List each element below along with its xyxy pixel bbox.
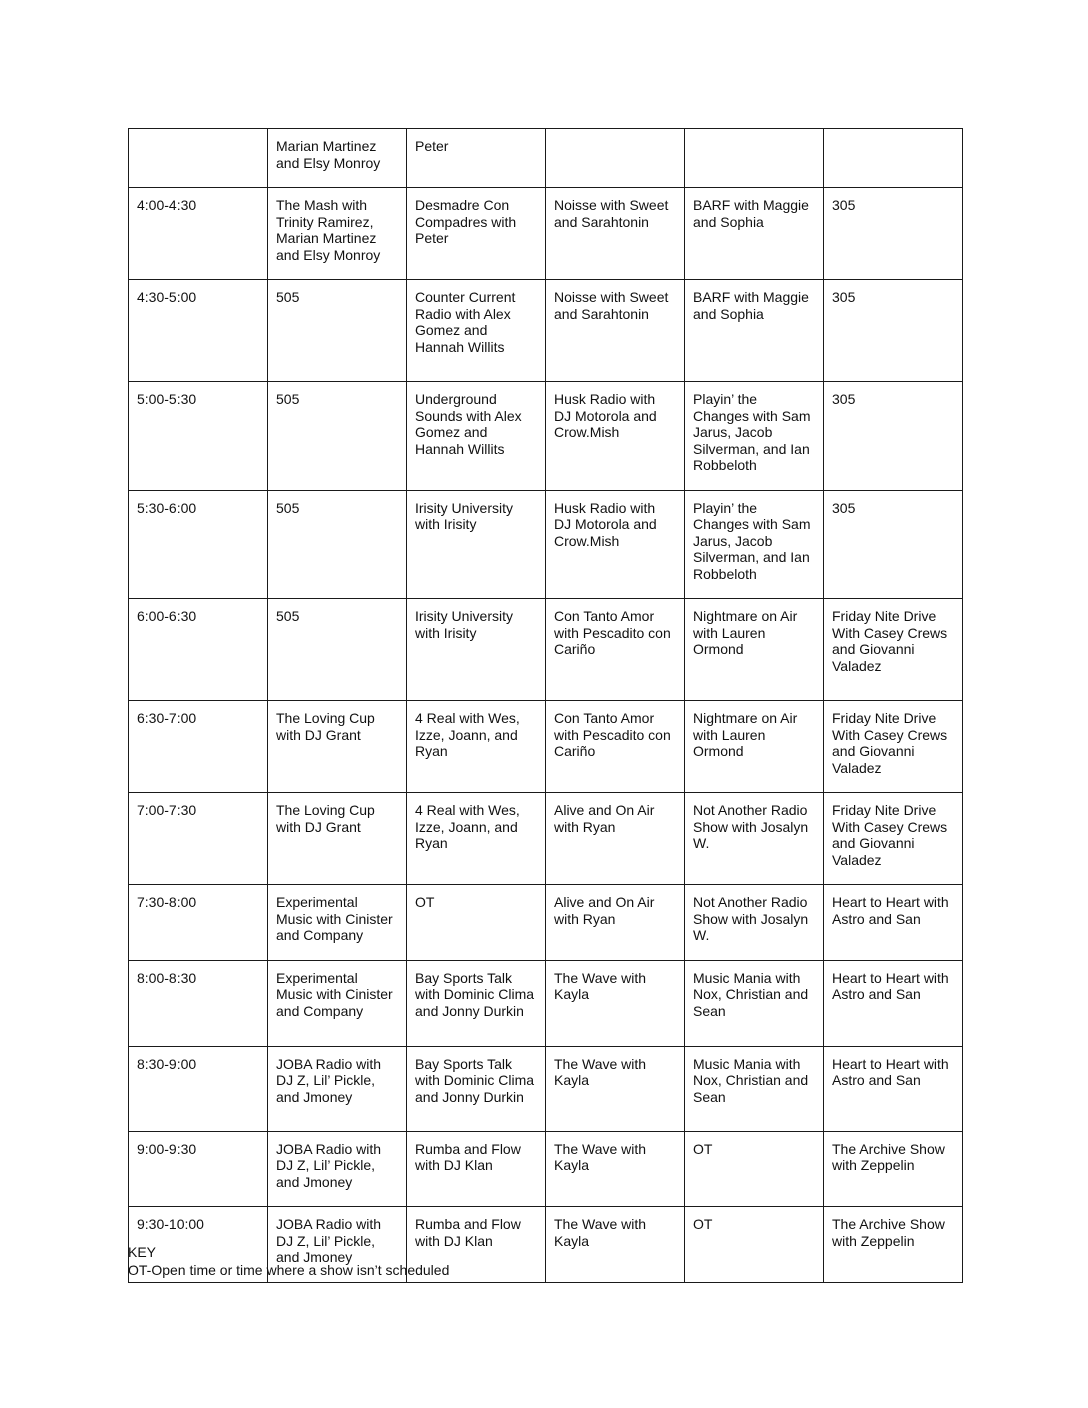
show-cell: Peter: [407, 129, 546, 188]
show-cell: 505: [268, 382, 407, 491]
show-cell: 305: [824, 188, 963, 280]
time-slot-cell: 9:00-9:30: [129, 1131, 268, 1207]
schedule-row: [129, 885, 963, 961]
schedule-row: [129, 599, 963, 701]
show-cell: Underground Sounds with Alex Gomez and Hannah Willits: [407, 382, 546, 491]
show-cell: Desmadre Con Compadres with Peter: [407, 188, 546, 280]
show-cell: Playin’ the Changes with Sam Jarus, Jacob Silverman, and Ian Robbeloth: [685, 490, 824, 599]
show-cell: 305: [824, 280, 963, 382]
show-cell: Alive and On Air with Ryan: [546, 793, 685, 885]
show-cell: JOBA Radio with DJ Z, Lil’ Pickle, and Jmoney: [268, 1046, 407, 1131]
schedule-row: [129, 490, 963, 599]
show-cell: JOBA Radio with DJ Z, Lil’ Pickle, and Jmoney: [268, 1207, 407, 1283]
show-cell: OT: [407, 885, 546, 961]
show-cell: 4 Real with Wes, Izze, Joann, and Ryan: [407, 793, 546, 885]
show-cell: [685, 129, 824, 188]
schedule-row: [129, 960, 963, 1046]
show-cell: The Loving Cup with DJ Grant: [268, 793, 407, 885]
show-cell: Experimental Music with Cinister and Company: [268, 960, 407, 1046]
show-cell: Music Mania with Nox, Christian and Sean: [685, 1046, 824, 1131]
key-section: [128, 1243, 449, 1279]
show-cell: Heart to Heart with Astro and San: [824, 1046, 963, 1131]
show-cell: Nightmare on Air with Lauren Ormond: [685, 599, 824, 701]
schedule-row: [129, 793, 963, 885]
schedule-row: [129, 382, 963, 491]
show-cell: Con Tanto Amor with Pescadito con Cariño: [546, 599, 685, 701]
show-cell: Bay Sports Talk with Dominic Clima and Jonny Durkin: [407, 1046, 546, 1131]
show-cell: Con Tanto Amor with Pescadito con Cariño: [546, 701, 685, 793]
show-cell: The Archive Show with Zeppelin: [824, 1131, 963, 1207]
show-cell: 4 Real with Wes, Izze, Joann, and Ryan: [407, 701, 546, 793]
show-cell: Friday Nite Drive With Casey Crews and Giovanni Valadez: [824, 701, 963, 793]
time-slot-cell: 7:00-7:30: [129, 793, 268, 885]
show-cell: Nightmare on Air with Lauren Ormond: [685, 701, 824, 793]
show-cell: The Archive Show with Zeppelin: [824, 1207, 963, 1283]
show-cell: Friday Nite Drive With Casey Crews and Giovanni Valadez: [824, 793, 963, 885]
time-slot-cell: 4:30-5:00: [129, 280, 268, 382]
schedule-row: [129, 1046, 963, 1131]
show-cell: Music Mania with Nox, Christian and Sean: [685, 960, 824, 1046]
show-cell: Bay Sports Talk with Dominic Clima and Jonny Durkin: [407, 960, 546, 1046]
show-cell: Heart to Heart with Astro and San: [824, 885, 963, 961]
show-cell: The Loving Cup with DJ Grant: [268, 701, 407, 793]
show-cell: Irisity University with Irisity: [407, 599, 546, 701]
show-cell: Rumba and Flow with DJ Klan: [407, 1131, 546, 1207]
time-slot-cell: 6:00-6:30: [129, 599, 268, 701]
show-cell: The Mash with Trinity Ramirez, Marian Martinez and Elsy Monroy: [268, 188, 407, 280]
show-cell: OT: [685, 1207, 824, 1283]
schedule-body: [129, 129, 963, 1283]
show-cell: Counter Current Radio with Alex Gomez and Hannah Willits: [407, 280, 546, 382]
show-cell: The Wave with Kayla: [546, 960, 685, 1046]
show-cell: OT: [685, 1131, 824, 1207]
show-cell: 305: [824, 490, 963, 599]
show-cell: Husk Radio with DJ Motorola and Crow.Mish: [546, 382, 685, 491]
show-cell: Rumba and Flow with DJ Klan: [407, 1207, 546, 1283]
schedule-row: [129, 280, 963, 382]
time-slot-cell: 5:30-6:00: [129, 490, 268, 599]
show-cell: Playin’ the Changes with Sam Jarus, Jacob Silverman, and Ian Robbeloth: [685, 382, 824, 491]
time-slot-cell: 6:30-7:00: [129, 701, 268, 793]
time-slot-cell: 8:30-9:00: [129, 1046, 268, 1131]
schedule-row: [129, 1131, 963, 1207]
show-cell: Not Another Radio Show with Josalyn W.: [685, 885, 824, 961]
show-cell: The Wave with Kayla: [546, 1207, 685, 1283]
schedule-row: [129, 701, 963, 793]
schedule-row: [129, 129, 963, 188]
schedule-table: [128, 128, 963, 1283]
show-cell: 505: [268, 490, 407, 599]
show-cell: BARF with Maggie and Sophia: [685, 280, 824, 382]
show-cell: 505: [268, 599, 407, 701]
show-cell: Experimental Music with Cinister and Company: [268, 885, 407, 961]
show-cell: The Wave with Kayla: [546, 1046, 685, 1131]
show-cell: Heart to Heart with Astro and San: [824, 960, 963, 1046]
time-slot-cell: 7:30-8:00: [129, 885, 268, 961]
time-slot-cell: 5:00-5:30: [129, 382, 268, 491]
show-cell: Noisse with Sweet and Sarahtonin: [546, 280, 685, 382]
key-text: OT-Open time or time where a show isn’t scheduled: [128, 1262, 450, 1278]
show-cell: Not Another Radio Show with Josalyn W.: [685, 793, 824, 885]
show-cell: Noisse with Sweet and Sarahtonin: [546, 188, 685, 280]
time-slot-cell: 8:00-8:30: [129, 960, 268, 1046]
time-slot-cell: 4:00-4:30: [129, 188, 268, 280]
time-slot-cell: [129, 129, 268, 188]
show-cell: Husk Radio with DJ Motorola and Crow.Mish: [546, 490, 685, 599]
show-cell: [824, 129, 963, 188]
schedule-row: [129, 188, 963, 280]
show-cell: 505: [268, 280, 407, 382]
key-title: KEY: [128, 1244, 157, 1260]
show-cell: Alive and On Air with Ryan: [546, 885, 685, 961]
show-cell: Friday Nite Drive With Casey Crews and Giovanni Valadez: [824, 599, 963, 701]
show-cell: JOBA Radio with DJ Z, Lil’ Pickle, and Jmoney: [268, 1131, 407, 1207]
show-cell: Irisity University with Irisity: [407, 490, 546, 599]
show-cell: [546, 129, 685, 188]
show-cell: Marian Martinez and Elsy Monroy: [268, 129, 407, 188]
show-cell: 305: [824, 382, 963, 491]
time-slot-cell: 9:30-10:00: [129, 1207, 268, 1283]
show-cell: BARF with Maggie and Sophia: [685, 188, 824, 280]
show-cell: The Wave with Kayla: [546, 1131, 685, 1207]
